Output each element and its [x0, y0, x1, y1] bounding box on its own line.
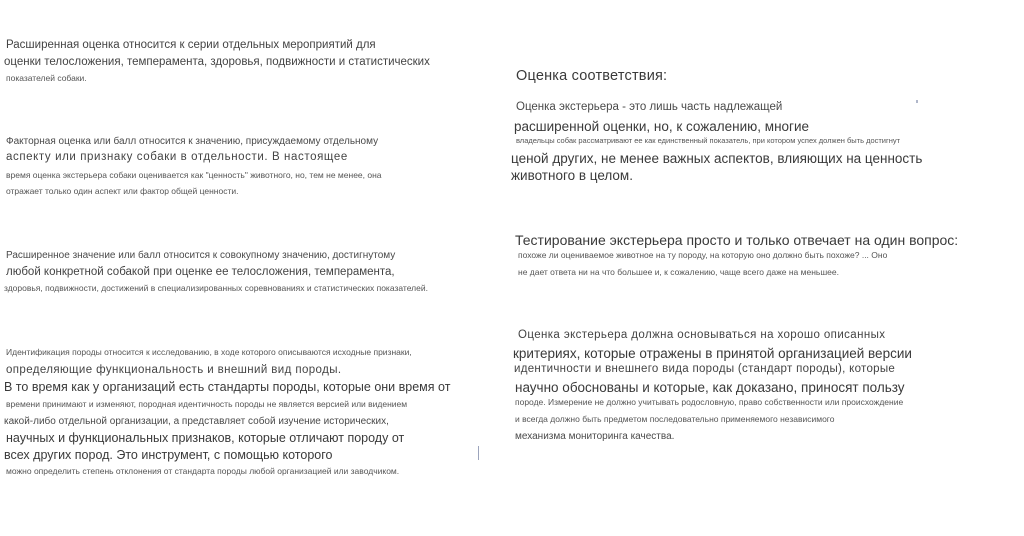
left-block3-line-3: здоровья, подвижности, достижений в специализированных соревнованиях и статистических показателей.	[4, 283, 428, 293]
left-block1-line-2: оценки телосложения, темперамента, здоровья, подвижности и статистических	[4, 56, 430, 68]
left-block2-line-4: отражает только один аспект или фактор общей ценности.	[6, 186, 239, 196]
left-block4-line-8: можно определить степень отклонения от стандарта породы любой организацией или заводчиком.	[6, 466, 400, 476]
right-block2-line-2: похоже ли оцениваемое животное на ту породу, на которую оно должно быть похоже? ... Оно	[518, 250, 888, 260]
left-block2-line-3: время оценка экстерьера собаки оценивается как "ценность" животного, но, тем не менее, она	[6, 170, 382, 180]
right-block1-line-2: расширенной оценки, но, к сожалению, многие	[514, 119, 810, 134]
right-block2-line-1: Тестирование экстерьера просто и только отвечает на один вопрос:	[515, 232, 959, 248]
left-block1-line-1: Расширенная оценка относится к серии отдельных мероприятий для	[6, 39, 376, 51]
right-heading: Оценка соответствия:	[516, 68, 668, 84]
dot-mark	[916, 100, 918, 103]
left-block4-line-6: научных и функциональных признаков, которые отличают породу от	[6, 431, 405, 445]
right-block1-line-4: ценой других, не менее важных аспектов, влияющих на ценность	[511, 151, 923, 166]
right-block3-line-7: механизма мониторинга качества.	[515, 431, 675, 442]
right-block3-line-5: породе. Измерение не должно учитывать родословную, право собственности или происхождение	[515, 397, 904, 407]
right-block1-line-5: животного в целом.	[511, 168, 633, 183]
right-block3-line-2: критериях, которые отражены в принятой организацией версии	[513, 346, 912, 361]
right-block3-line-1: Оценка экстерьера должна основываться на хорошо описанных	[518, 329, 886, 341]
right-block3-line-6: и всегда должно быть предметом последовательно применяемого независимого	[515, 414, 835, 424]
left-block4-line-7: всех других пород. Это инструмент, с помощью которого	[4, 448, 333, 462]
left-block2-line-1: Факторная оценка или балл относится к значению, присуждаемому отдельному	[6, 136, 379, 147]
right-block3-line-4: научно обоснованы и которые, как доказано, приносят пользу	[515, 380, 905, 395]
left-block3-line-1: Расширенное значение или балл относится к совокупному значению, достигнутому	[6, 250, 396, 261]
right-block3-line-3: идентичности и внешнего вида породы (стандарт породы), которые	[514, 363, 896, 375]
left-block2-line-2: аспекту или признаку собаки в отдельности. В настоящее	[6, 151, 348, 163]
left-block4-line-2: определяющие функциональность и внешний вид породы.	[6, 364, 342, 376]
text-cursor-mark	[478, 446, 479, 460]
right-block2-line-3: не дает ответа ни на что большее и, к сожалению, чаще всего даже на меньшее.	[518, 267, 839, 277]
left-block3-line-2: любой конкретной собакой при оценке ее телосложения, темперамента,	[6, 266, 395, 278]
left-block4-line-3: В то время как у организаций есть стандарты породы, которые они время от	[4, 380, 451, 394]
left-block4-line-4: времени принимают и изменяют, породная идентичность породы не является версией или видением	[6, 399, 408, 409]
left-block4-line-5: какой-либо отдельной организации, а представляет собой изучение исторических,	[4, 416, 389, 427]
right-block1-line-3: владельцы собак рассматривают ее как единственный показатель, при котором успех должен быть достигнут	[516, 136, 901, 145]
right-block1-line-1: Оценка экстерьера - это лишь часть надлежащей	[516, 101, 783, 113]
left-block4-line-1: Идентификация породы относится к исследованию, в ходе которого описываются исходные признаки,	[6, 347, 412, 357]
left-block1-line-3: показателей собаки.	[6, 73, 87, 83]
